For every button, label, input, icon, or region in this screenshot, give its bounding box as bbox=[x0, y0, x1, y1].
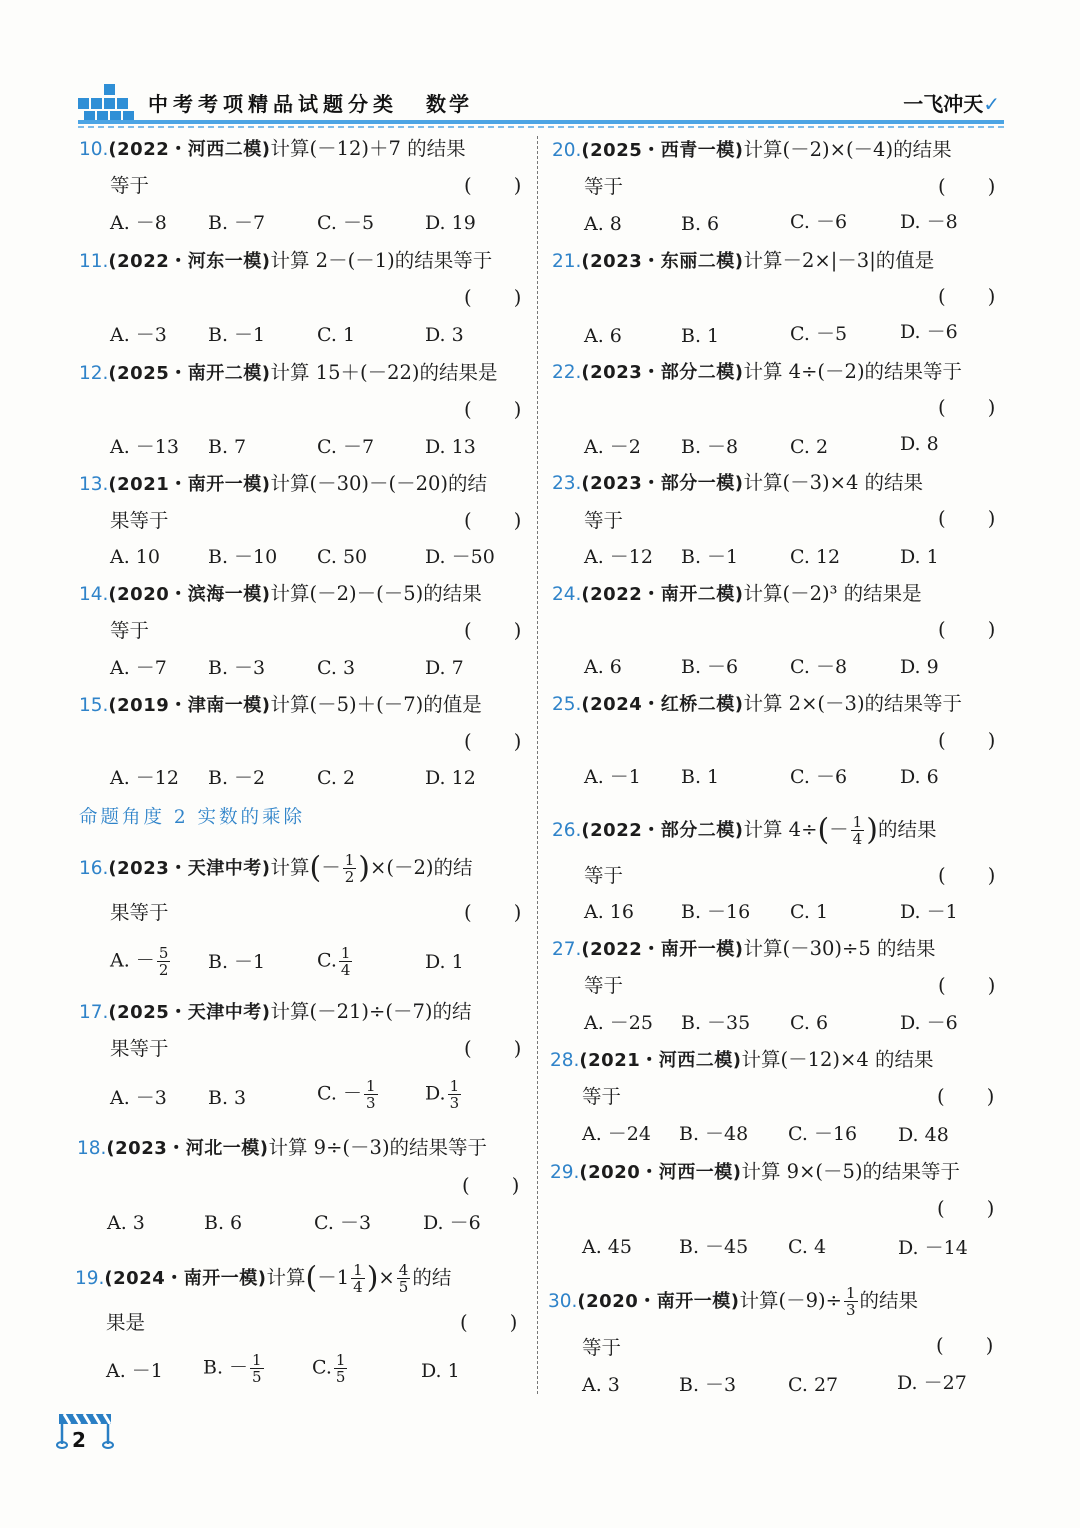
answer-blank: ( ) bbox=[938, 175, 1014, 198]
question-text-pre: 计算 4÷ bbox=[743, 818, 818, 841]
right-paren: ) bbox=[866, 812, 878, 848]
option-d: D. －14 bbox=[898, 1237, 968, 1259]
question-24 bbox=[552, 583, 922, 606]
option-c: C. －5 bbox=[317, 212, 375, 234]
option-b: B. 3 bbox=[208, 1087, 247, 1109]
option-label: A. － bbox=[110, 949, 155, 972]
option-a: A. －1 bbox=[106, 1360, 163, 1382]
left-paren: ( bbox=[305, 1260, 318, 1296]
question-source: (2022・南开二模) bbox=[581, 584, 744, 605]
option-a: A. 10 bbox=[110, 546, 160, 568]
option-d: D. －6 bbox=[900, 321, 958, 343]
section-title: 命题角度 2 实数的乘除 bbox=[79, 807, 306, 828]
question-text: 计算－2×|－3|的值是 bbox=[743, 249, 935, 272]
question-21 bbox=[552, 250, 934, 273]
question-number: 16. bbox=[79, 858, 109, 879]
question-text-post: 的结 bbox=[412, 1266, 452, 1289]
question-number: 17. bbox=[79, 1002, 109, 1023]
question-number: 22. bbox=[552, 362, 582, 383]
question-text: 计算 2－(－1)的结果等于 bbox=[270, 249, 493, 272]
option-c: C. －6 bbox=[790, 211, 848, 233]
question-26 bbox=[552, 814, 936, 847]
option-label: C. bbox=[312, 1356, 332, 1379]
question-text: 计算(－30)÷5 的结果 bbox=[743, 937, 936, 960]
option-a: A. －3 bbox=[110, 324, 167, 346]
question-source: (2025・天津中考) bbox=[108, 1002, 271, 1023]
option-c bbox=[312, 1352, 349, 1385]
question-source: (2024・红桥二模) bbox=[581, 694, 744, 715]
option-label: D. bbox=[425, 1082, 446, 1105]
option-a: A. －12 bbox=[110, 767, 179, 789]
question-number: 29. bbox=[550, 1162, 580, 1183]
fraction bbox=[364, 1078, 378, 1111]
question-source: (2023・天津中考) bbox=[108, 858, 271, 879]
question-cont: 等于 bbox=[110, 174, 150, 197]
option-c: C. 2 bbox=[317, 767, 356, 789]
mixed-sign: － bbox=[317, 1266, 337, 1289]
answer-blank: ( ) bbox=[937, 1085, 1013, 1108]
question-number: 28. bbox=[550, 1050, 580, 1071]
brand-text: 一飞冲天 bbox=[903, 92, 984, 116]
fraction-denominator: 5 bbox=[398, 1278, 409, 1296]
fraction-numerator: 1 bbox=[353, 1261, 363, 1279]
answer-blank: ( ) bbox=[936, 1334, 1012, 1357]
question-source: (2022・河西二模) bbox=[108, 139, 271, 160]
option-c: C. 1 bbox=[317, 324, 356, 346]
fraction-numerator: 1 bbox=[252, 1351, 262, 1369]
fraction-numerator: 1 bbox=[340, 944, 351, 962]
option-b: B. －7 bbox=[208, 212, 266, 234]
question-number: 19. bbox=[75, 1268, 105, 1289]
fraction-denominator: 2 bbox=[344, 868, 355, 886]
option-b: B. 6 bbox=[204, 1212, 243, 1234]
question-15 bbox=[79, 694, 482, 717]
check-icon: ✓ bbox=[983, 92, 1000, 116]
question-source: (2020・滨海一模) bbox=[108, 584, 271, 605]
question-text: 计算(－2)³ 的结果是 bbox=[743, 582, 922, 605]
fraction bbox=[250, 1352, 264, 1385]
option-d: D. 1 bbox=[425, 951, 464, 973]
fraction bbox=[351, 1262, 365, 1295]
option-c: C. 12 bbox=[790, 546, 841, 568]
question-number: 14. bbox=[79, 584, 109, 605]
option-b: B. －3 bbox=[679, 1374, 737, 1396]
answer-blank: ( ) bbox=[464, 398, 540, 421]
answer-blank: ( ) bbox=[464, 619, 540, 642]
right-paren: ) bbox=[366, 1260, 379, 1296]
option-b: B. －45 bbox=[679, 1236, 749, 1258]
answer-blank: ( ) bbox=[938, 729, 1014, 752]
option-b: B. －3 bbox=[208, 657, 266, 679]
fraction-denominator: 3 bbox=[365, 1094, 376, 1112]
fraction-numerator: 1 bbox=[365, 1077, 376, 1095]
option-c: C. －8 bbox=[790, 656, 848, 678]
fraction bbox=[844, 1285, 858, 1318]
option-b: B. －1 bbox=[208, 951, 266, 973]
header-logo-blocks-icon bbox=[78, 84, 142, 124]
answer-blank: ( ) bbox=[938, 285, 1014, 308]
option-c: C. －3 bbox=[314, 1212, 372, 1234]
question-source: (2019・津南一模) bbox=[108, 695, 271, 716]
answer-blank: ( ) bbox=[464, 1037, 540, 1060]
question-text: 计算(－21)÷(－7)的结 bbox=[270, 1000, 472, 1023]
option-a: A. 6 bbox=[584, 325, 622, 347]
question-text: 计算(－3)×4 的结果 bbox=[743, 471, 924, 494]
question-cont: 等于 bbox=[584, 864, 624, 887]
question-cont: 果是 bbox=[106, 1311, 146, 1334]
answer-blank: ( ) bbox=[938, 974, 1014, 997]
option-c: C. 50 bbox=[317, 546, 368, 568]
question-number: 20. bbox=[552, 140, 582, 161]
answer-blank: ( ) bbox=[464, 901, 540, 924]
answer-blank: ( ) bbox=[937, 1197, 1013, 1220]
question-source: (2023・部分二模) bbox=[581, 362, 744, 383]
fraction-denominator: 2 bbox=[158, 961, 169, 979]
fraction bbox=[157, 945, 171, 978]
question-25 bbox=[552, 693, 962, 716]
page-number: 2 bbox=[72, 1428, 86, 1452]
option-a: A. －8 bbox=[110, 212, 167, 234]
option-a bbox=[110, 945, 172, 978]
fraction-denominator: 4 bbox=[340, 961, 351, 979]
option-a: A. －12 bbox=[584, 546, 653, 568]
option-b: B. －8 bbox=[681, 436, 739, 458]
question-29 bbox=[550, 1161, 960, 1184]
question-cont: 等于 bbox=[582, 1336, 622, 1359]
question-cont: 等于 bbox=[582, 1085, 622, 1108]
question-source: (2023・东丽二模) bbox=[581, 251, 744, 272]
answer-blank: ( ) bbox=[462, 1174, 538, 1197]
question-text-post: 的结果 bbox=[877, 818, 937, 841]
fraction bbox=[334, 1352, 348, 1385]
frac-sign: － bbox=[829, 818, 849, 841]
option-c: C. 1 bbox=[790, 901, 829, 923]
question-source: (2020・南开一模) bbox=[577, 1291, 740, 1312]
option-d: D. －27 bbox=[897, 1372, 967, 1394]
option-d: D. 19 bbox=[425, 212, 476, 234]
question-number: 13. bbox=[79, 474, 109, 495]
option-b: B. 1 bbox=[681, 766, 720, 788]
question-number: 26. bbox=[552, 820, 582, 841]
question-30 bbox=[548, 1285, 918, 1318]
question-number: 23. bbox=[552, 473, 582, 494]
option-label: C. － bbox=[317, 1082, 362, 1105]
option-d: D. 3 bbox=[425, 324, 464, 346]
option-b: B. 1 bbox=[681, 325, 720, 347]
option-d: D. －6 bbox=[423, 1212, 481, 1234]
question-number: 30. bbox=[548, 1291, 578, 1312]
times-sign: × bbox=[378, 1266, 395, 1289]
fraction-denominator: 5 bbox=[252, 1368, 262, 1386]
question-28 bbox=[550, 1049, 933, 1072]
question-text: 计算 4÷(－2)的结果等于 bbox=[743, 360, 963, 383]
answer-blank: ( ) bbox=[938, 507, 1014, 530]
question-source: (2023・河北一模) bbox=[106, 1138, 269, 1159]
answer-blank: ( ) bbox=[460, 1311, 536, 1334]
option-d: D. 8 bbox=[900, 433, 939, 455]
question-13 bbox=[79, 473, 487, 496]
question-text-pre: 计算(－9)÷ bbox=[739, 1289, 842, 1312]
option-d: D. 12 bbox=[425, 767, 476, 789]
option-b: B. －48 bbox=[679, 1123, 749, 1145]
question-12 bbox=[79, 362, 498, 385]
question-number: 15. bbox=[79, 695, 109, 716]
fraction-numerator: 1 bbox=[449, 1077, 460, 1095]
option-b: B. －16 bbox=[681, 901, 751, 923]
option-d: D. 48 bbox=[898, 1124, 949, 1146]
option-b bbox=[203, 1352, 266, 1385]
question-23 bbox=[552, 472, 923, 495]
question-source: (2022・部分二模) bbox=[581, 820, 744, 841]
question-text-pre: 计算 bbox=[266, 1266, 306, 1289]
option-b: B. －35 bbox=[681, 1012, 751, 1034]
header-dashed-rule bbox=[78, 126, 1004, 128]
question-11 bbox=[79, 250, 492, 273]
question-text: 计算 9×(－5)的结果等于 bbox=[741, 1160, 961, 1183]
fraction bbox=[851, 814, 865, 847]
fraction bbox=[397, 1262, 411, 1295]
question-cont: 果等于 bbox=[110, 1037, 169, 1060]
option-a: A. 3 bbox=[107, 1212, 145, 1234]
option-a: A. －1 bbox=[584, 766, 641, 788]
question-source: (2024・南开一模) bbox=[104, 1268, 267, 1289]
question-18 bbox=[77, 1137, 487, 1160]
question-10 bbox=[79, 138, 466, 161]
question-text: 计算 9÷(－3)的结果等于 bbox=[268, 1136, 488, 1159]
option-b: B. 6 bbox=[681, 213, 720, 235]
answer-blank: ( ) bbox=[464, 174, 540, 197]
question-cont: 等于 bbox=[584, 974, 624, 997]
option-label: B. － bbox=[203, 1356, 249, 1379]
question-source: (2025・南开二模) bbox=[108, 363, 271, 384]
header-rule bbox=[78, 120, 1004, 124]
option-c bbox=[317, 945, 354, 978]
option-label: C. bbox=[317, 949, 337, 972]
option-c: C. －6 bbox=[790, 766, 848, 788]
question-cont: 果等于 bbox=[110, 509, 169, 532]
option-c: C. －5 bbox=[790, 323, 848, 345]
fraction-numerator: 5 bbox=[158, 944, 169, 962]
left-paren: ( bbox=[309, 850, 322, 886]
question-source: (2022・南开一模) bbox=[581, 939, 744, 960]
frac-sign: － bbox=[321, 856, 341, 879]
option-d: D. －8 bbox=[900, 211, 958, 233]
question-text: 计算(－2)×(－4)的结果 bbox=[743, 138, 952, 161]
fraction-numerator: 1 bbox=[852, 813, 863, 831]
fraction-numerator: 1 bbox=[344, 851, 355, 869]
fraction-denominator: 4 bbox=[852, 830, 863, 848]
question-text: 计算(－30)－(－20)的结 bbox=[270, 472, 488, 495]
option-b: B. －2 bbox=[208, 767, 266, 789]
question-19 bbox=[75, 1262, 451, 1295]
mixed-whole: 1 bbox=[336, 1266, 350, 1289]
question-cont: 等于 bbox=[584, 175, 624, 198]
fraction-denominator: 5 bbox=[335, 1368, 346, 1386]
fraction bbox=[448, 1078, 462, 1111]
option-b: B. －6 bbox=[681, 656, 739, 678]
option-d: D. －6 bbox=[900, 1012, 958, 1034]
question-number: 18. bbox=[77, 1138, 107, 1159]
option-c: C. 3 bbox=[317, 657, 356, 679]
subject-title: 数学 bbox=[426, 92, 472, 116]
fraction-numerator: 1 bbox=[335, 1351, 346, 1369]
question-number: 27. bbox=[552, 939, 582, 960]
question-text: 计算(－12)×4 的结果 bbox=[741, 1048, 934, 1071]
option-b: B. －1 bbox=[681, 546, 739, 568]
fraction-numerator: 4 bbox=[398, 1261, 409, 1279]
option-d: D. 1 bbox=[421, 1360, 460, 1382]
left-paren: ( bbox=[817, 812, 830, 848]
question-20 bbox=[552, 139, 952, 162]
question-cont: 等于 bbox=[110, 619, 150, 642]
option-a: A. 3 bbox=[582, 1374, 620, 1396]
question-source: (2025・西青一模) bbox=[581, 140, 744, 161]
question-source: (2021・南开一模) bbox=[108, 474, 271, 495]
option-a: A. －25 bbox=[584, 1012, 653, 1034]
question-number: 10. bbox=[79, 139, 109, 160]
question-14 bbox=[79, 583, 482, 606]
question-17 bbox=[79, 1001, 471, 1024]
question-text: 计算 2×(－3)的结果等于 bbox=[743, 692, 963, 715]
option-a: A. －24 bbox=[582, 1123, 651, 1145]
question-cont: 等于 bbox=[584, 509, 624, 532]
option-d: D. 6 bbox=[900, 766, 939, 788]
question-22 bbox=[552, 361, 962, 384]
brand-logo bbox=[903, 88, 1000, 117]
question-number: 25. bbox=[552, 694, 582, 715]
option-c: C. －16 bbox=[788, 1123, 858, 1145]
option-a: A. 45 bbox=[582, 1236, 632, 1258]
option-c bbox=[317, 1078, 380, 1111]
option-d: D. 7 bbox=[425, 657, 464, 679]
option-b: B. 7 bbox=[208, 436, 247, 458]
option-c: C. 4 bbox=[788, 1236, 827, 1258]
question-source: (2021・河西二模) bbox=[579, 1050, 742, 1071]
question-16 bbox=[79, 852, 472, 885]
fraction bbox=[339, 945, 353, 978]
option-b: B. －10 bbox=[208, 546, 278, 568]
question-text-post: 的结果 bbox=[859, 1289, 919, 1312]
option-a: A. 6 bbox=[584, 656, 622, 678]
fraction-numerator: 1 bbox=[845, 1284, 856, 1302]
option-d: D. 1 bbox=[900, 546, 939, 568]
option-d: D. 9 bbox=[900, 656, 939, 678]
question-source: (2020・河西一模) bbox=[579, 1162, 742, 1183]
option-d: D. －50 bbox=[425, 546, 495, 568]
question-source: (2022・河东一模) bbox=[108, 251, 271, 272]
fraction bbox=[343, 852, 357, 885]
answer-blank: ( ) bbox=[464, 509, 540, 532]
question-text: 计算(－5)＋(－7)的值是 bbox=[270, 693, 482, 716]
question-text-post: ×(－2)的结 bbox=[370, 856, 473, 879]
series-title: 中考考项精品试题分类 bbox=[148, 92, 398, 116]
option-a: A. －2 bbox=[584, 436, 641, 458]
option-a: A. －13 bbox=[110, 436, 179, 458]
question-number: 11. bbox=[79, 251, 109, 272]
option-c: C. －7 bbox=[317, 436, 375, 458]
fraction-denominator: 3 bbox=[845, 1301, 856, 1319]
column-divider bbox=[537, 136, 538, 1394]
question-number: 21. bbox=[552, 251, 582, 272]
option-d: D. 13 bbox=[425, 436, 476, 458]
question-source: (2023・部分一模) bbox=[581, 473, 744, 494]
option-b: B. －1 bbox=[208, 324, 266, 346]
option-d: D. －1 bbox=[900, 901, 958, 923]
option-d bbox=[425, 1078, 463, 1111]
option-c: C. 2 bbox=[790, 436, 829, 458]
answer-blank: ( ) bbox=[938, 396, 1014, 419]
question-text-pre: 计算 bbox=[270, 856, 310, 879]
question-number: 12. bbox=[79, 363, 109, 384]
question-text: 计算(－12)＋7 的结果 bbox=[270, 137, 466, 160]
question-27 bbox=[552, 938, 935, 961]
option-c: C. 6 bbox=[790, 1012, 829, 1034]
option-a: A. －3 bbox=[110, 1087, 167, 1109]
question-text: 计算(－2)－(－5)的结果 bbox=[270, 582, 482, 605]
option-c: C. 27 bbox=[788, 1374, 839, 1396]
fraction-denominator: 3 bbox=[449, 1094, 460, 1112]
option-a: A. 16 bbox=[584, 901, 634, 923]
answer-blank: ( ) bbox=[938, 864, 1014, 887]
answer-blank: ( ) bbox=[464, 730, 540, 753]
option-a: A. 8 bbox=[584, 213, 622, 235]
answer-blank: ( ) bbox=[938, 618, 1014, 641]
fraction-denominator: 4 bbox=[353, 1278, 363, 1296]
question-number: 24. bbox=[552, 584, 582, 605]
answer-blank: ( ) bbox=[464, 286, 540, 309]
page-header bbox=[78, 78, 1004, 130]
right-paren: ) bbox=[358, 850, 370, 886]
question-cont: 果等于 bbox=[110, 901, 169, 924]
question-text: 计算 15＋(－22)的结果是 bbox=[270, 361, 498, 384]
option-a: A. －7 bbox=[110, 657, 167, 679]
